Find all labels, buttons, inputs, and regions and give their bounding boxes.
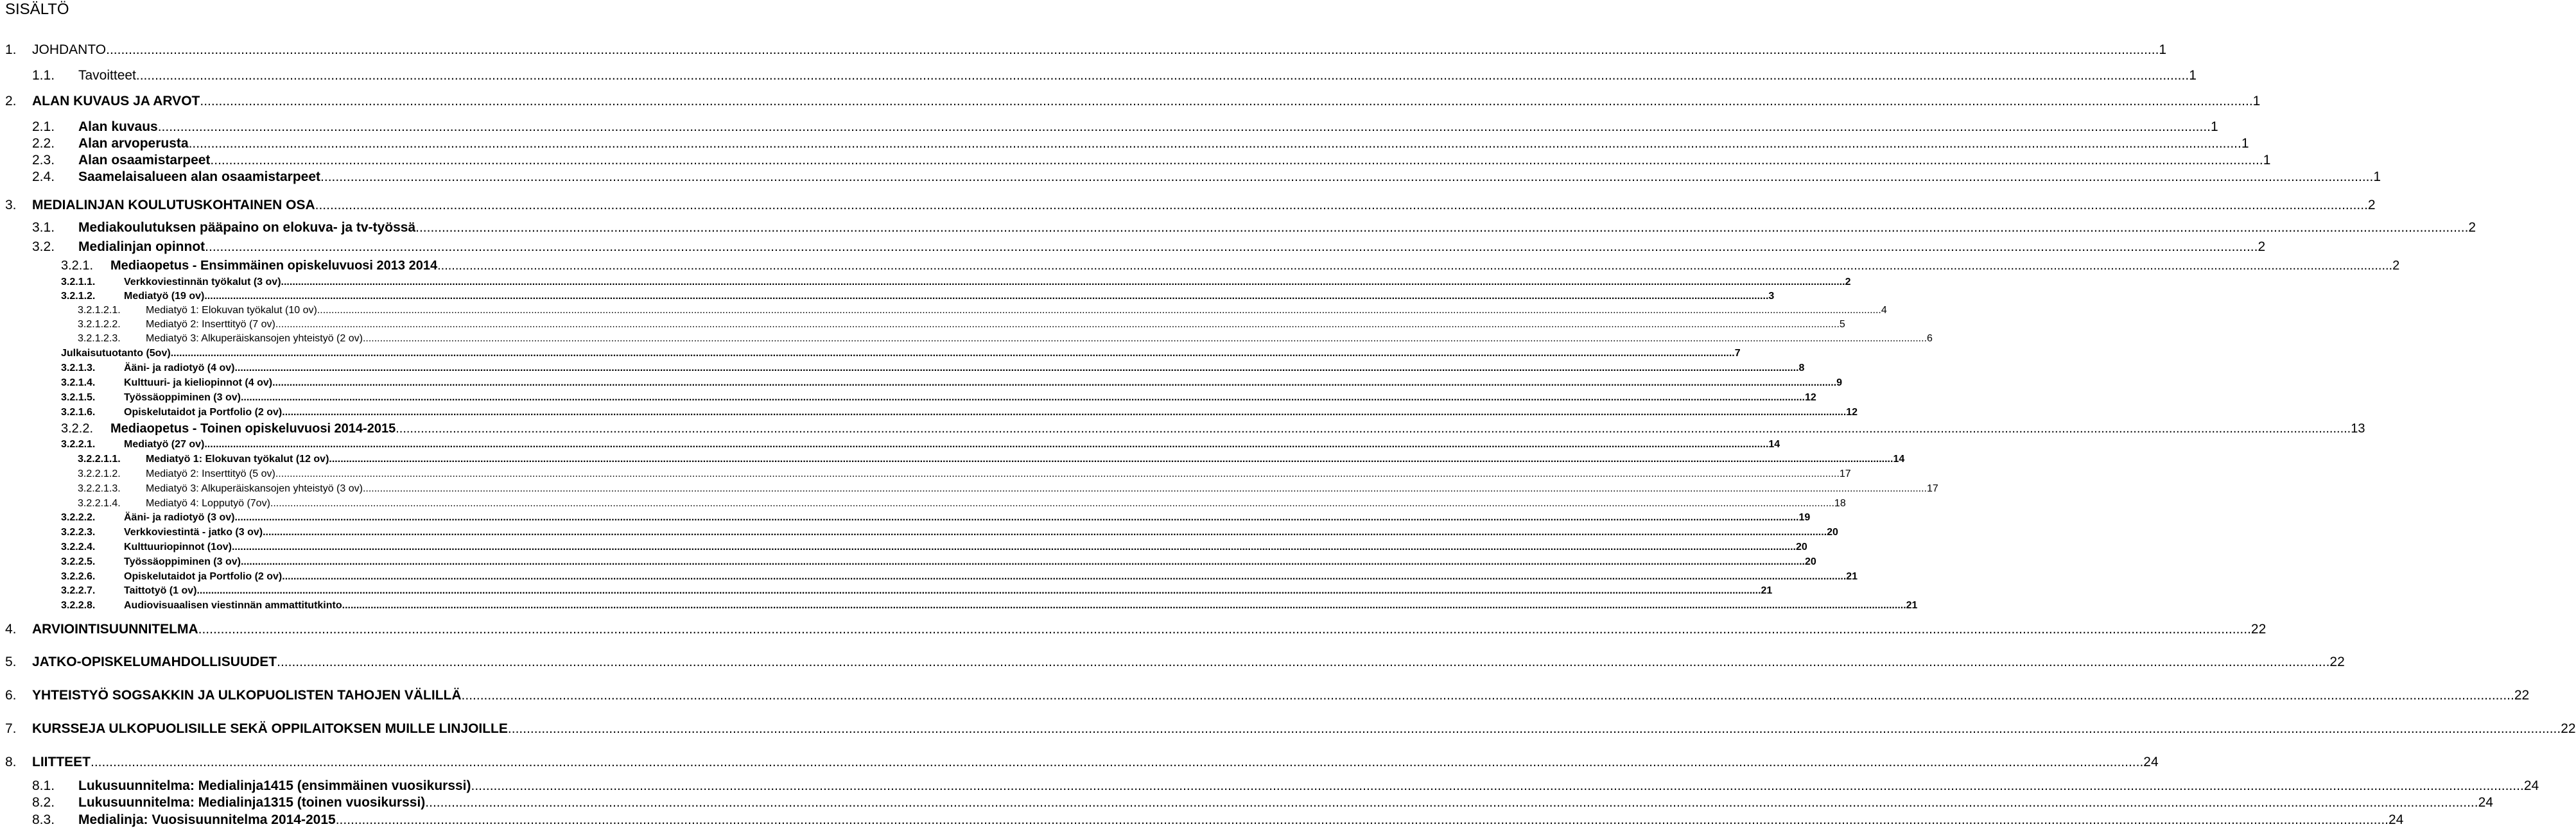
toc-entry-number: 3.2.2.1.1. — [78, 454, 121, 465]
toc-entry[interactable] — [32, 119, 2218, 135]
toc-entry-number: 3.2.2.2. — [61, 512, 96, 523]
page-title: SISÄLTÖ — [5, 1, 69, 18]
toc-dot-leader — [396, 422, 2351, 436]
toc-dot-leader — [363, 333, 1927, 345]
toc-entry[interactable] — [78, 305, 1887, 316]
toc-entry-number: 8. — [5, 755, 17, 769]
toc-entry[interactable] — [61, 259, 2400, 273]
toc-entry-page: 13 — [2351, 422, 2365, 436]
toc-entry[interactable] — [5, 622, 2267, 637]
toc-dot-leader — [210, 153, 2263, 168]
toc-dot-leader — [320, 169, 2373, 185]
toc-entry-number: 3.2.1.2. — [61, 291, 96, 302]
toc-dot-leader — [232, 542, 1796, 553]
toc-dot-leader — [106, 42, 2159, 58]
toc-entry-number: 3.2.1.5. — [61, 392, 96, 403]
toc-entry-page: 1 — [2373, 169, 2381, 184]
toc-dot-leader — [471, 778, 2524, 794]
toc-entry-number: 3.2.1.6. — [61, 407, 96, 418]
toc-dot-leader — [234, 363, 1798, 374]
toc-entry-title: Työssäoppiminen (3 ov) — [124, 556, 241, 567]
toc-entry-number: 3.2.1.1. — [61, 277, 96, 287]
toc-entry-title: Opiskelutaidot ja Portfolio (2 ov) — [124, 571, 283, 582]
toc-entry[interactable] — [5, 655, 2345, 670]
toc-entry-number: 3.2.2.3. — [61, 527, 96, 538]
toc-entry-page: 1 — [2159, 42, 2167, 57]
toc-entry-page: 6 — [1926, 333, 1933, 344]
toc-entry-page: 2 — [2367, 198, 2376, 212]
toc-entry-title: Mediatyö 3: Alkuperäiskansojen yhteistyö (3 ov) — [146, 483, 363, 494]
toc-entry[interactable] — [5, 721, 2576, 737]
toc-entry-page: 21 — [1906, 600, 1918, 611]
toc-entry-title: JATKO-OPISKELUMAHDOLLISUUDET — [32, 655, 277, 669]
toc-entry-number: 1. — [5, 42, 17, 57]
toc-entry-page: 12 — [1804, 392, 1816, 403]
toc-entry[interactable] — [61, 392, 1816, 404]
toc-entry-page: 8 — [1798, 363, 1805, 373]
toc-entry-title: Medialinjan opinnot — [78, 239, 205, 254]
toc-entry-page: 2 — [2468, 220, 2476, 235]
toc-entry-number: 3.2.1.2.3. — [78, 333, 121, 344]
toc-entry-number: 2.1. — [32, 119, 55, 134]
toc-entry-page: 14 — [1893, 454, 1905, 465]
toc-entry[interactable] — [78, 319, 1845, 330]
toc-entry-page: 3 — [1768, 291, 1775, 302]
toc-entry[interactable] — [32, 153, 2271, 168]
toc-entry-number: 6. — [5, 688, 17, 703]
toc-entry-number: 3.2.2. — [61, 422, 94, 436]
toc-dot-leader — [198, 622, 2251, 637]
toc-entry-page: 17 — [1926, 483, 1938, 494]
toc-entry-page: 14 — [1768, 439, 1780, 450]
toc-entry-number: 4. — [5, 622, 17, 637]
toc-entry-number: 2. — [5, 94, 17, 108]
toc-dot-leader — [234, 512, 1798, 524]
toc-entry-number: 2.2. — [32, 136, 55, 151]
toc-entry[interactable] — [32, 220, 2476, 236]
toc-entry-title: MEDIALINJAN KOULUTUSKOHTAINEN OSA — [32, 198, 315, 212]
toc-dot-leader — [241, 392, 1805, 404]
toc-entry[interactable] — [61, 585, 1773, 597]
toc-entry-title: Opiskelutaidot ja Portfolio (2 ov) — [124, 407, 283, 418]
toc-entry-title: Mediatyö (27 ov) — [124, 439, 205, 450]
toc-entry-page: 1 — [2252, 94, 2261, 108]
toc-dot-leader — [263, 527, 1827, 538]
toc-entry-title: Mediatyö (19 ov) — [124, 291, 205, 302]
toc-entry-page: 2 — [2258, 239, 2266, 254]
toc-entry-title: Alan arvoperusta — [78, 136, 189, 151]
toc-entry-number: 3.2.1. — [61, 259, 94, 273]
toc-entry[interactable] — [5, 755, 2159, 770]
toc-entry[interactable] — [32, 795, 2493, 810]
toc-dot-leader — [272, 377, 1836, 389]
toc-entry-title: KURSSEJA ULKOPUOLISILLE SEKÄ OPPILAITOKSEN MUILLE LINJOILLE — [32, 721, 508, 736]
toc-dot-leader — [136, 68, 2189, 83]
toc-entry-number: 1.1. — [32, 68, 55, 83]
toc-entry-number: 3.2. — [32, 239, 55, 254]
toc-entry-title: YHTEISTYÖ SOGSAKKIN JA ULKOPUOLISTEN TAHOJEN VÄLILLÄ — [32, 688, 462, 703]
toc-entry[interactable] — [32, 778, 2539, 794]
toc-entry-title: Lukusuunnitelma: Medialinja1415 (ensimmäinen vuosikurssi) — [78, 778, 471, 793]
toc-entry[interactable] — [61, 422, 2365, 436]
toc-entry-page: 21 — [1846, 571, 1858, 582]
toc-entry-title: Ääni- ja radiotyö (4 ov) — [124, 363, 235, 373]
toc-dot-leader — [171, 348, 1735, 359]
toc-dot-leader — [91, 755, 2143, 770]
toc-entry-title: Tavoitteet — [78, 68, 136, 83]
toc-entry-number: 3.2.1.2.1. — [78, 305, 121, 316]
toc-entry-number: 3.2.2.1.3. — [78, 483, 121, 494]
toc-entry-number: 3. — [5, 198, 17, 212]
toc-entry-title: Mediatyö 3: Alkuperäiskansojen yhteistyö (2 ov) — [146, 333, 363, 344]
toc-dot-leader — [282, 407, 1846, 418]
toc-entry-number: 5. — [5, 655, 17, 669]
toc-entry-number: 3.2.2.6. — [61, 571, 96, 582]
toc-entry-title: Medialinja: Vuosisuunnitelma 2014-2015 — [78, 812, 336, 827]
toc-entry-number: 3.2.2.5. — [61, 556, 96, 567]
toc-entry[interactable] — [32, 136, 2249, 151]
toc-entry[interactable] — [61, 277, 1851, 288]
toc-dot-leader — [315, 198, 2368, 213]
toc-entry-title: Alan kuvaus — [78, 119, 158, 134]
toc-dot-leader — [205, 239, 2258, 255]
toc-entry[interactable] — [32, 169, 2381, 185]
toc-entry[interactable] — [78, 468, 1851, 480]
toc-entry-title: Mediatyö 1: Elokuvan työkalut (10 ov) — [146, 305, 317, 316]
toc-entry-page: 24 — [2143, 755, 2159, 769]
toc-entry-number: 8.2. — [32, 795, 55, 810]
toc-entry[interactable] — [61, 556, 1816, 568]
toc-entry[interactable] — [61, 439, 1780, 450]
toc-entry[interactable] — [5, 198, 2376, 213]
toc-entry-page: 18 — [1834, 498, 1846, 509]
toc-dot-leader — [200, 94, 2252, 109]
toc-entry-title: ARVIOINTISUUNNITELMA — [32, 622, 198, 637]
toc-entry[interactable] — [5, 42, 2167, 58]
toc-entry-page: 2 — [1845, 277, 1851, 287]
toc-dot-leader — [204, 291, 1768, 302]
toc-entry[interactable] — [61, 571, 1858, 583]
toc-entry[interactable] — [61, 527, 1838, 538]
toc-entry-page: 2 — [2392, 259, 2400, 273]
toc-entry-page: 1 — [2211, 119, 2218, 134]
toc-entry[interactable] — [32, 68, 2197, 83]
toc-entry[interactable] — [5, 688, 2530, 703]
toc-entry-page: 1 — [2263, 153, 2271, 167]
toc-dot-leader — [158, 119, 2211, 135]
toc-dot-leader — [282, 571, 1846, 583]
toc-entry[interactable] — [61, 363, 1805, 374]
toc-entry-page: 7 — [1734, 348, 1741, 359]
toc-entry[interactable] — [61, 407, 1858, 418]
toc-entry[interactable] — [61, 542, 1807, 553]
toc-dot-leader — [204, 439, 1768, 450]
toc-entry-number: 2.3. — [32, 153, 55, 167]
toc-entry-title: Taittotyö (1 ov) — [124, 585, 197, 596]
toc-entry-title: Kulttuuriopinnot (1ov) — [124, 542, 232, 553]
toc-entry-title: Lukusuunnitelma: Medialinja1315 (toinen vuosikurssi) — [78, 795, 426, 810]
toc-entry-number: 8.3. — [32, 812, 55, 827]
toc-entry-number: 7. — [5, 721, 17, 736]
toc-entry-number: 3.2.2.1. — [61, 439, 96, 450]
toc-dot-leader — [508, 721, 2561, 737]
toc-dot-leader — [329, 454, 1893, 465]
toc-entry-title: Audiovisuaalisen viestinnän ammattitutkinto — [124, 600, 342, 611]
toc-entry-title: Verkkoviestintä - jatko (3 ov) — [124, 527, 263, 538]
toc-entry-page: 22 — [2329, 655, 2345, 669]
toc-entry-page: 12 — [1846, 407, 1858, 418]
toc-entry[interactable] — [78, 454, 1905, 465]
toc-dot-leader — [189, 136, 2241, 151]
toc-dot-leader — [363, 483, 1927, 495]
toc-entry-title: Mediatyö 4: Lopputyö (7ov) — [146, 498, 270, 509]
toc-dot-leader — [336, 812, 2389, 828]
toc-entry-title: Alan osaamistarpeet — [78, 153, 211, 167]
toc-dot-leader — [462, 688, 2514, 703]
toc-dot-leader — [270, 498, 1834, 510]
toc-entry-page: 4 — [1881, 305, 1887, 316]
toc-entry-title: Mediatyö 2: Inserttityö (7 ov) — [146, 319, 275, 330]
toc-entry-title: Saamelaisalueen alan osaamistarpeet — [78, 169, 321, 184]
toc-entry[interactable] — [61, 291, 1775, 302]
toc-dot-leader — [437, 259, 2392, 273]
toc-entry-page: 24 — [2389, 812, 2404, 827]
toc-entry-page: 5 — [1839, 319, 1845, 330]
toc-entry[interactable] — [32, 812, 2404, 828]
toc-entry-title: Mediaopetus - Ensimmäinen opiskeluvuosi 2013 2014 — [110, 259, 438, 273]
toc-entry-title: Mediakoulutuksen pääpaino on elokuva- ja tv-työssä — [78, 220, 416, 235]
toc-entry-page: 21 — [1761, 585, 1773, 596]
toc-dot-leader — [317, 305, 1881, 316]
toc-entry-page: 9 — [1836, 377, 1843, 388]
toc-entry-page: 22 — [2561, 721, 2576, 736]
toc-entry-page: 24 — [2523, 778, 2539, 793]
toc-entry-number: 3.2.2.4. — [61, 542, 96, 553]
toc-entry-number: 3.2.1.3. — [61, 363, 96, 373]
toc-entry-title: LIITTEET — [32, 755, 91, 769]
toc-entry-page: 17 — [1839, 468, 1851, 479]
toc-entry-title: Kulttuuri- ja kieliopinnot (4 ov) — [124, 377, 273, 388]
toc-dot-leader — [415, 220, 2468, 236]
toc-entry[interactable] — [5, 94, 2261, 109]
toc-entry-page: 19 — [1798, 512, 1811, 523]
toc-entry[interactable] — [61, 600, 1918, 612]
toc-entry[interactable] — [78, 333, 1933, 345]
toc-entry[interactable] — [61, 512, 1811, 524]
toc-entry-title: Mediatyö 2: Inserttityö (5 ov) — [146, 468, 275, 479]
toc-entry-page: 1 — [2241, 136, 2249, 151]
toc-entry-title: Verkkoviestinnän työkalut (3 ov) — [124, 277, 281, 287]
toc-entry-number: 3.2.1.2.2. — [78, 319, 121, 330]
toc-entry-number: 3.2.2.8. — [61, 600, 96, 611]
toc-entry-page: 20 — [1827, 527, 1838, 538]
toc-entry-title: Ääni- ja radiotyö (3 ov) — [124, 512, 235, 523]
toc-entry-number: 3.2.2.1.4. — [78, 498, 121, 509]
toc-entry-number: 3.1. — [32, 220, 55, 235]
toc-entry-title: ALAN KUVAUS JA ARVOT — [32, 94, 200, 108]
toc-entry[interactable] — [61, 348, 1741, 359]
toc-dot-leader — [241, 556, 1805, 568]
toc-entry-page: 1 — [2189, 68, 2197, 83]
toc-entry[interactable] — [61, 377, 1843, 389]
toc-entry-number: 3.2.2.7. — [61, 585, 96, 596]
toc-entry-title: Julkaisutuotanto (5ov) — [61, 348, 171, 359]
toc-entry[interactable] — [78, 483, 1938, 495]
toc-entry-number: 8.1. — [32, 778, 55, 793]
toc-dot-leader — [196, 585, 1761, 597]
toc-entry[interactable] — [78, 498, 1846, 510]
toc-entry-page: 20 — [1796, 542, 1807, 553]
toc-entry-number: 2.4. — [32, 169, 55, 184]
toc-dot-leader — [275, 468, 1840, 480]
toc-dot-leader — [275, 319, 1840, 330]
toc-entry-title: Työssäoppiminen (3 ov) — [124, 392, 241, 403]
toc-entry-number: 3.2.2.1.2. — [78, 468, 121, 479]
toc-entry-title: JOHDANTO — [32, 42, 107, 57]
toc-dot-leader — [425, 795, 2478, 810]
toc-entry-page: 22 — [2250, 622, 2267, 637]
toc-entry-page: 24 — [2478, 795, 2493, 810]
toc-dot-leader — [342, 600, 1906, 612]
toc-entry-number: 3.2.1.4. — [61, 377, 96, 388]
toc-entry-title: Mediatyö 1: Elokuvan työkalut (12 ov) — [146, 454, 329, 465]
toc-dot-leader — [277, 655, 2329, 670]
toc-entry[interactable] — [32, 239, 2266, 255]
toc-entry-page: 20 — [1804, 556, 1816, 567]
toc-entry-page: 22 — [2514, 688, 2530, 703]
toc-entry-title: Mediaopetus - Toinen opiskeluvuosi 2014-2015 — [110, 422, 396, 436]
toc-dot-leader — [281, 277, 1845, 288]
